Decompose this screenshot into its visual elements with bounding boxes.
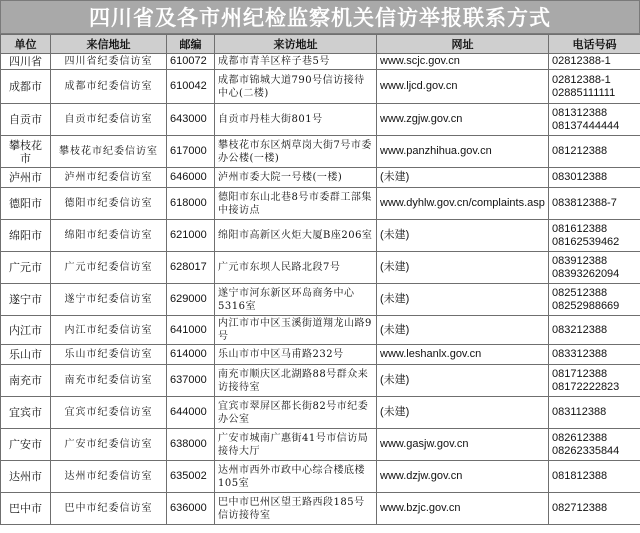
unit-cell: 德阳市 bbox=[1, 188, 51, 220]
phone-number: 083112388 bbox=[552, 406, 607, 418]
page-title: 四川省及各市州纪检监察机关信访举报联系方式 bbox=[0, 0, 640, 34]
phone-number: 083312388 bbox=[552, 348, 608, 360]
phone-cell bbox=[549, 461, 640, 493]
phone-number: 08252988669 bbox=[552, 299, 620, 312]
table-row bbox=[1, 104, 640, 136]
mail-address-cell: 广安市纪委信访室 bbox=[51, 429, 167, 461]
phone-number: 08262335844 bbox=[552, 444, 620, 457]
phone-cell bbox=[549, 429, 640, 461]
phone-number: 08162539462 bbox=[552, 235, 620, 248]
table-row bbox=[1, 188, 640, 220]
table-row bbox=[1, 345, 640, 365]
phone-number: 081712388 bbox=[552, 367, 608, 380]
phone-number: 083912388 bbox=[552, 254, 608, 267]
phone-cell bbox=[549, 70, 640, 104]
visit-address-cell: 广元市东坝人民路北段7号 bbox=[215, 252, 377, 284]
phone-number: 082612388 bbox=[552, 431, 608, 444]
mail-address-cell: 达州市纪委信访室 bbox=[51, 461, 167, 493]
column-header-visit-address: 来访地址 bbox=[215, 35, 377, 54]
phone-number: 02885111111 bbox=[552, 86, 616, 99]
phone-cell bbox=[549, 397, 640, 429]
unit-cell: 广安市 bbox=[1, 429, 51, 461]
zip-cell: 610042 bbox=[167, 70, 215, 104]
phone-number: 081312388 bbox=[552, 106, 608, 119]
unit-cell: 巴中市 bbox=[1, 493, 51, 525]
table-row bbox=[1, 493, 640, 525]
column-header-website: 网址 bbox=[377, 35, 549, 54]
mail-address-cell: 南充市纪委信访室 bbox=[51, 365, 167, 397]
zip-cell: 618000 bbox=[167, 188, 215, 220]
phone-number: 08393262094 bbox=[552, 267, 620, 280]
unit-cell: 广元市 bbox=[1, 252, 51, 284]
website-cell[interactable]: www.bzjc.gov.cn bbox=[377, 493, 549, 525]
column-header-mail-address: 来信地址 bbox=[51, 35, 167, 54]
table-row bbox=[1, 136, 640, 168]
unit-cell: 乐山市 bbox=[1, 345, 51, 365]
zip-cell: 636000 bbox=[167, 493, 215, 525]
contact-table bbox=[0, 34, 640, 525]
phone-cell bbox=[549, 104, 640, 136]
table-row bbox=[1, 54, 640, 70]
unit-cell: 达州市 bbox=[1, 461, 51, 493]
phone-number: 08172222823 bbox=[552, 380, 620, 393]
visit-address-cell: 绵阳市高新区火炬大厦B座206室 bbox=[215, 220, 377, 252]
phone-number: 081212388 bbox=[552, 145, 608, 157]
table-header-row bbox=[1, 35, 640, 54]
phone-number: 083012388 bbox=[552, 171, 608, 183]
visit-address-cell: 巴中市巴州区望王路西段185号信访接待室 bbox=[215, 493, 377, 525]
table-row bbox=[1, 429, 640, 461]
zip-cell: 635002 bbox=[167, 461, 215, 493]
table-row bbox=[1, 168, 640, 188]
phone-number: 082512388 bbox=[552, 286, 608, 299]
mail-address-cell: 广元市纪委信访室 bbox=[51, 252, 167, 284]
phone-number: 02812388-1 bbox=[552, 55, 611, 67]
table-row bbox=[1, 284, 640, 316]
phone-cell bbox=[549, 493, 640, 525]
mail-address-cell: 绵阳市纪委信访室 bbox=[51, 220, 167, 252]
phone-number: 081612388 bbox=[552, 222, 608, 235]
zip-cell: 621000 bbox=[167, 220, 215, 252]
visit-address-cell: 成都市青羊区梓子巷5号 bbox=[215, 54, 377, 70]
phone-number: 08137444444 bbox=[552, 119, 620, 132]
website-cell[interactable]: www.dyhlw.gov.cn/complaints.asp bbox=[377, 188, 549, 220]
phone-cell bbox=[549, 136, 640, 168]
phone-cell bbox=[549, 252, 640, 284]
mail-address-cell: 成都市纪委信访室 bbox=[51, 70, 167, 104]
zip-cell: 610072 bbox=[167, 54, 215, 70]
visit-address-cell: 成都市锦城大道790号信访接待中心(二楼) bbox=[215, 70, 377, 104]
visit-address-cell: 攀枝花市东区炳草岗大街7号市委办公楼(一楼) bbox=[215, 136, 377, 168]
table-row bbox=[1, 70, 640, 104]
mail-address-cell: 四川省纪委信访室 bbox=[51, 54, 167, 70]
zip-cell: 641000 bbox=[167, 316, 215, 345]
zip-cell: 638000 bbox=[167, 429, 215, 461]
visit-address-cell: 宜宾市翠屏区都长街82号市纪委办公室 bbox=[215, 397, 377, 429]
phone-number: 083812388-7 bbox=[552, 197, 617, 209]
website-cell: (未建) bbox=[377, 220, 549, 252]
website-cell[interactable]: www.leshanlx.gov.cn bbox=[377, 345, 549, 365]
unit-cell: 四川省 bbox=[1, 54, 51, 70]
phone-cell bbox=[549, 345, 640, 365]
mail-address-cell: 泸州市纪委信访室 bbox=[51, 168, 167, 188]
mail-address-cell: 德阳市纪委信访室 bbox=[51, 188, 167, 220]
phone-number: 082712388 bbox=[552, 502, 608, 514]
website-cell: (未建) bbox=[377, 252, 549, 284]
unit-cell: 成都市 bbox=[1, 70, 51, 104]
mail-address-cell: 遂宁市纪委信访室 bbox=[51, 284, 167, 316]
unit-cell: 自贡市 bbox=[1, 104, 51, 136]
table-row bbox=[1, 397, 640, 429]
visit-address-cell: 达州市西外市政中心综合楼底楼105室 bbox=[215, 461, 377, 493]
phone-cell bbox=[549, 316, 640, 345]
zip-cell: 644000 bbox=[167, 397, 215, 429]
website-cell: (未建) bbox=[377, 397, 549, 429]
visit-address-cell: 德阳市东山北巷8号市委群工部集中接访点 bbox=[215, 188, 377, 220]
phone-cell bbox=[549, 188, 640, 220]
visit-address-cell: 广安市城南广惠街41号市信访局接待大厅 bbox=[215, 429, 377, 461]
zip-cell: 646000 bbox=[167, 168, 215, 188]
mail-address-cell: 宜宾市纪委信访室 bbox=[51, 397, 167, 429]
website-cell[interactable]: www.panzhihua.gov.cn bbox=[377, 136, 549, 168]
table-row bbox=[1, 365, 640, 397]
website-cell[interactable]: www.zgjw.gov.cn bbox=[377, 104, 549, 136]
phone-cell bbox=[549, 220, 640, 252]
website-cell[interactable]: www.dzjw.gov.cn bbox=[377, 461, 549, 493]
mail-address-cell: 巴中市纪委信访室 bbox=[51, 493, 167, 525]
table-row bbox=[1, 252, 640, 284]
visit-address-cell: 遂宁市河东新区环岛商务中心5316室 bbox=[215, 284, 377, 316]
visit-address-cell: 南充市顺庆区北湖路88号群众来访接待室 bbox=[215, 365, 377, 397]
website-cell[interactable]: www.scjc.gov.cn bbox=[377, 54, 549, 70]
phone-number: 02812388-1 bbox=[552, 73, 611, 86]
website-cell[interactable]: www.ljcd.gov.cn bbox=[377, 70, 549, 104]
phone-cell bbox=[549, 365, 640, 397]
column-header-unit: 单位 bbox=[1, 35, 51, 54]
zip-cell: 629000 bbox=[167, 284, 215, 316]
website-cell: (未建) bbox=[377, 284, 549, 316]
visit-address-cell: 泸州市委大院一号楼(一楼) bbox=[215, 168, 377, 188]
unit-cell: 内江市 bbox=[1, 316, 51, 345]
visit-address-cell: 内江市市中区玉溪街道翔龙山路9号 bbox=[215, 316, 377, 345]
website-cell: (未建) bbox=[377, 168, 549, 188]
phone-number: 083212388 bbox=[552, 323, 608, 336]
mail-address-cell: 攀枝花市纪委信访室 bbox=[51, 136, 167, 168]
zip-cell: 614000 bbox=[167, 345, 215, 365]
mail-address-cell: 自贡市纪委信访室 bbox=[51, 104, 167, 136]
visit-address-cell: 乐山市市中区马甫路232号 bbox=[215, 345, 377, 365]
visit-address-cell: 自贡市丹桂大街801号 bbox=[215, 104, 377, 136]
website-cell: (未建) bbox=[377, 316, 549, 345]
zip-cell: 643000 bbox=[167, 104, 215, 136]
unit-cell: 泸州市 bbox=[1, 168, 51, 188]
phone-cell bbox=[549, 284, 640, 316]
mail-address-cell: 乐山市纪委信访室 bbox=[51, 345, 167, 365]
column-header-phone: 电话号码 bbox=[549, 35, 640, 54]
column-header-zip: 邮编 bbox=[167, 35, 215, 54]
table-row bbox=[1, 461, 640, 493]
unit-cell: 南充市 bbox=[1, 365, 51, 397]
phone-cell bbox=[549, 54, 640, 70]
phone-number: 081812388 bbox=[552, 470, 608, 482]
phone-cell bbox=[549, 168, 640, 188]
unit-cell: 绵阳市 bbox=[1, 220, 51, 252]
mail-address-cell: 内江市纪委信访室 bbox=[51, 316, 167, 345]
website-cell: (未建) bbox=[377, 365, 549, 397]
website-cell[interactable]: www.gasjw.gov.cn bbox=[377, 429, 549, 461]
unit-cell: 遂宁市 bbox=[1, 284, 51, 316]
zip-cell: 628017 bbox=[167, 252, 215, 284]
unit-cell: 攀枝花市 bbox=[1, 136, 51, 168]
table-row bbox=[1, 316, 640, 345]
zip-cell: 637000 bbox=[167, 365, 215, 397]
table-row bbox=[1, 220, 640, 252]
unit-cell: 宜宾市 bbox=[1, 397, 51, 429]
zip-cell: 617000 bbox=[167, 136, 215, 168]
